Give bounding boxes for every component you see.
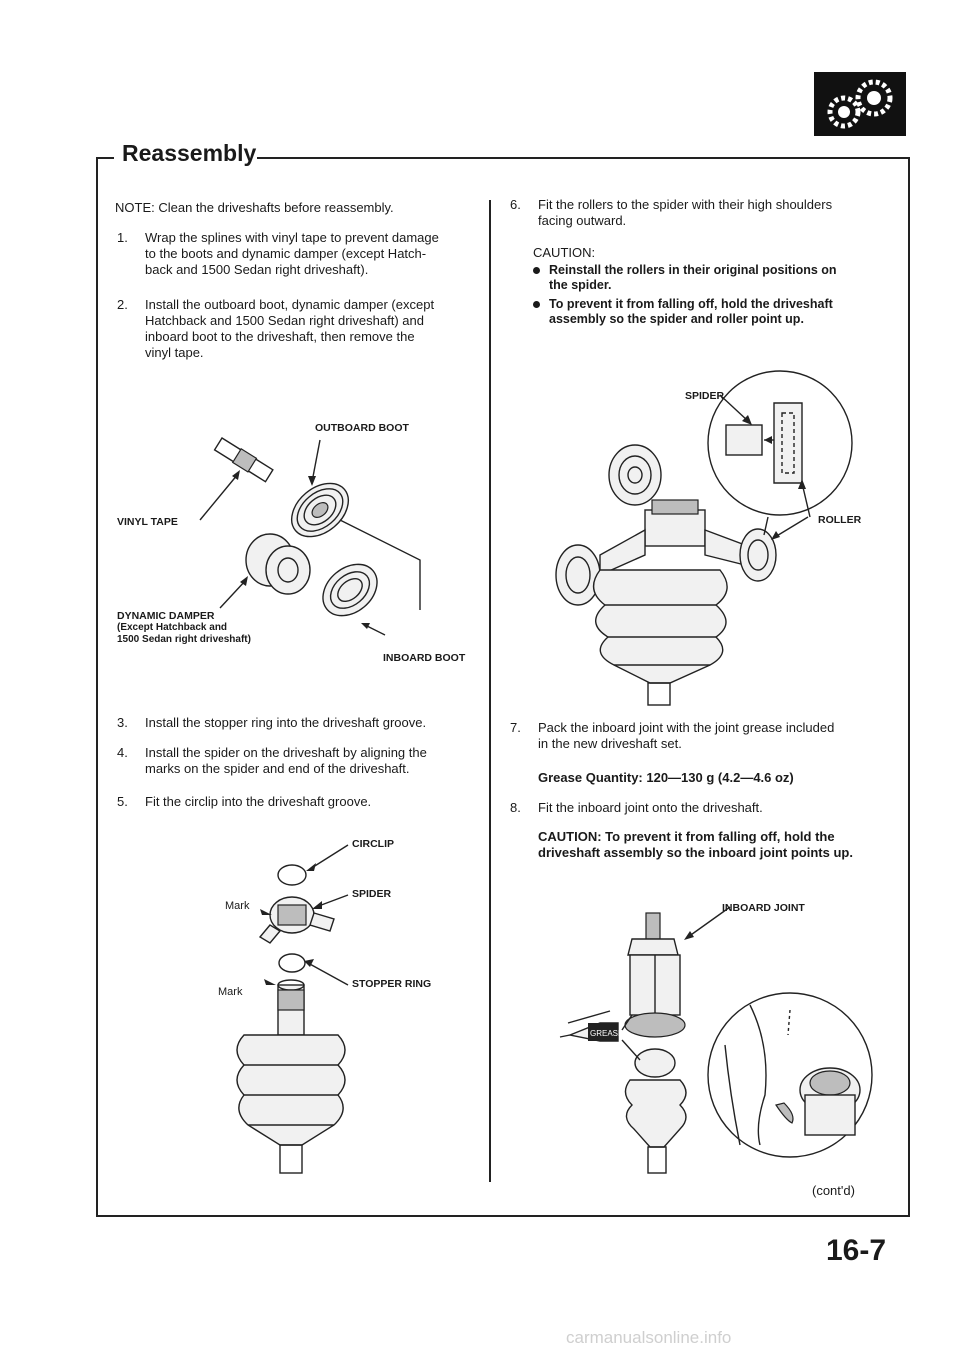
continued-label: (cont'd): [812, 1183, 855, 1198]
step-line: Pack the inboard joint with the joint grease included: [538, 720, 835, 735]
label-vinyl-tape: VINYL TAPE: [117, 516, 178, 528]
label-outboard-boot: OUTBOARD BOOT: [315, 422, 409, 434]
bullet-line: the spider.: [549, 278, 612, 292]
step-line: Wrap the splines with vinyl tape to prevent damage: [145, 230, 439, 245]
label-mark-2: Mark: [218, 986, 243, 998]
step-number: 4.: [117, 745, 128, 760]
grease-quantity: Grease Quantity: 120—130 g (4.2—4.6 oz): [538, 770, 794, 785]
caution-line: CAUTION: To prevent it from falling off, hold the: [538, 829, 835, 844]
watermark: carmanualsonline.info: [566, 1328, 732, 1347]
page-number: 16-7: [826, 1234, 887, 1267]
step-line: Install the outboard boot, dynamic damper (except: [145, 297, 435, 312]
step-number: 2.: [117, 297, 128, 312]
bullet-dot: [533, 301, 540, 308]
caution-line: driveshaft assembly so the inboard joint points up.: [538, 845, 853, 860]
label-inboard-joint: INBOARD JOINT: [722, 902, 805, 914]
label-line: (Except Hatchback and: [117, 622, 228, 633]
step-line: Fit the inboard joint onto the driveshaft.: [538, 800, 763, 815]
grease-tube-label: GREASE: [590, 1029, 624, 1038]
label-spider: SPIDER: [352, 888, 392, 900]
bullet-line: To prevent it from falling off, hold the driveshaft: [549, 297, 833, 311]
step-line: back and 1500 Sedan right driveshaft).: [145, 262, 369, 277]
caution-heading: CAUTION:: [533, 245, 596, 260]
step-number: 3.: [117, 715, 128, 730]
spider-install-figure: [230, 835, 430, 1175]
label-line: DYNAMIC DAMPER: [117, 610, 215, 622]
label-circlip: CIRCLIP: [352, 838, 394, 850]
step-line: vinyl tape.: [145, 345, 204, 360]
step-number: 5.: [117, 794, 128, 809]
step-line: inboard boot to the driveshaft, then remove the: [145, 329, 415, 344]
inboard-joint-figure: [560, 895, 890, 1175]
step-line: Fit the circlip into the driveshaft groove.: [145, 794, 372, 809]
label-stopper-ring: STOPPER RING: [352, 978, 432, 990]
label-line: 1500 Sedan right driveshaft): [117, 634, 251, 645]
label-roller: ROLLER: [818, 514, 862, 526]
label-inboard-boot: INBOARD BOOT: [383, 652, 466, 664]
step-number: 7.: [510, 720, 521, 735]
bullet-line: assembly so the spider and roller point up.: [549, 312, 804, 326]
label-dynamic-damper: [117, 610, 251, 646]
step-line: facing outward.: [538, 213, 627, 228]
step-line: Fit the rollers to the spider with their high shoulders: [538, 197, 833, 212]
spider-roller-figure: [540, 365, 860, 705]
step-line: marks on the spider and end of the driveshaft.: [145, 761, 410, 776]
step-number: 1.: [117, 230, 128, 245]
label-spider-right: SPIDER: [685, 390, 725, 402]
step-line: Install the spider on the driveshaft by aligning the: [145, 745, 427, 760]
step-line: Install the stopper ring into the driveshaft groove.: [145, 715, 427, 730]
column-divider: [489, 200, 491, 1182]
bullet-line: Reinstall the rollers in their original positions on: [549, 263, 837, 277]
gear-icon: [814, 72, 906, 136]
step-line: to the boots and dynamic damper (except Hatch-: [145, 246, 427, 261]
page-title: Reassembly: [122, 140, 257, 166]
label-mark-1: Mark: [225, 900, 250, 912]
step-line: in the new driveshaft set.: [538, 736, 682, 751]
step-number: 6.: [510, 197, 521, 212]
step-number: 8.: [510, 800, 521, 815]
step-line: Hatchback and 1500 Sedan right driveshaft) and: [145, 313, 424, 328]
caution-2: [538, 829, 903, 861]
note-text: NOTE: Clean the driveshafts before reassembly.: [115, 200, 394, 215]
bullet-dot: [533, 267, 540, 274]
